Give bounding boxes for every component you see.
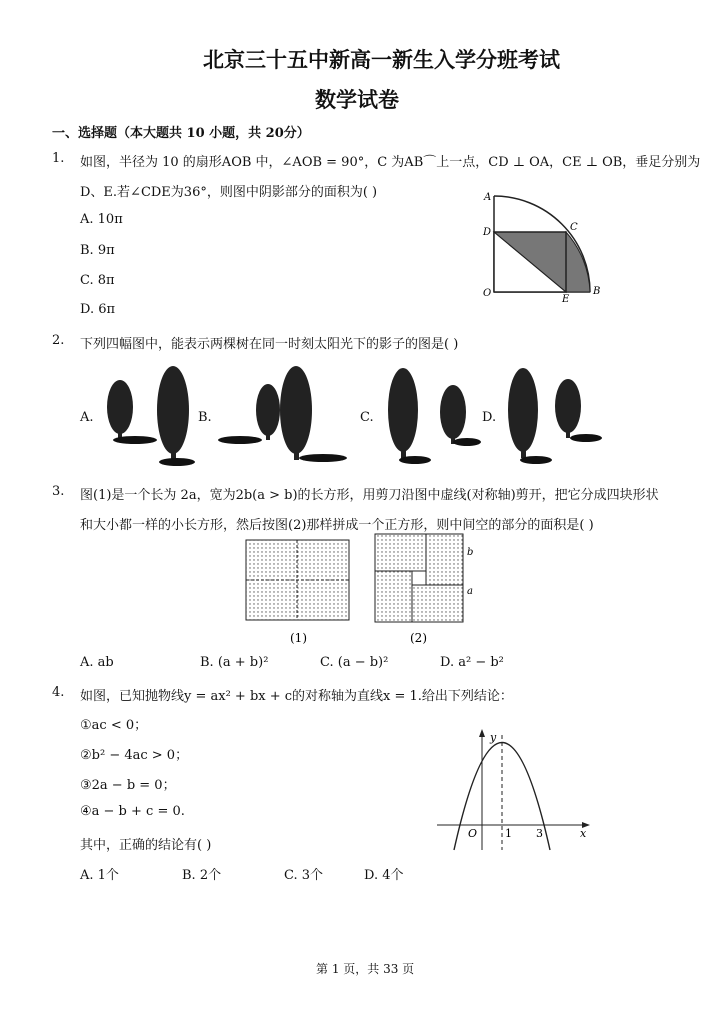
q3-text-line2: 和大小都一样的小长方形，然后按图(2)那样拼成一个正方形，则中间空的部分的面积是( ) — [80, 518, 594, 533]
q3-fig2-label: (2) — [410, 631, 427, 645]
q4-number: 4. — [52, 685, 65, 700]
q4-parabola-graph — [432, 725, 597, 855]
page-title: 北京三十五中新高一新生入学分班考试 — [203, 48, 560, 72]
page-subtitle: 数学试卷 — [315, 88, 399, 112]
q4-option-d: D. 4个 — [364, 868, 404, 883]
q2-text: 下列四幅图中，能表示两棵树在同一时刻太阳光下的影子的图是( ) — [80, 337, 459, 352]
q2-trees-b-image — [218, 362, 348, 467]
q2-option-a: A. — [80, 410, 94, 425]
section-heading: 一、选择题（本大题共 10 小题，共 20分） — [52, 126, 310, 141]
q1-sector-figure — [478, 188, 608, 303]
page-footer: 第 1 页，共 33 页 — [316, 962, 415, 976]
q4-option-a: A. 1个 — [80, 868, 119, 883]
q1-label-o: O — [483, 288, 492, 299]
q2-trees-d-image — [498, 362, 608, 467]
q4-label-y: y — [490, 731, 497, 744]
q1-label-a: A — [484, 192, 492, 203]
q4-conclusion-3: ③2a − b = 0； — [80, 778, 176, 793]
q3-label-b: b — [467, 547, 474, 558]
q1-option-b: B. 9π — [80, 243, 115, 258]
q2-option-b: B. — [198, 410, 212, 425]
q1-label-c: C — [570, 222, 578, 233]
q2-option-d: D. — [482, 410, 497, 425]
q4-label-3: 3 — [536, 827, 543, 840]
q4-option-b: B. 2个 — [182, 868, 222, 883]
q2-option-c: C. — [360, 410, 374, 425]
q3-label-a: a — [467, 586, 473, 597]
q2-trees-c-image — [375, 362, 485, 467]
q4-label-x: x — [580, 827, 587, 840]
q1-option-d: D. 6π — [80, 302, 116, 317]
q3-option-c: C. (a − b)² — [320, 655, 389, 670]
q3-fig1-label: (1) — [290, 631, 307, 645]
q4-conclusion-2: ②b² − 4ac > 0； — [80, 748, 189, 763]
q1-option-a: A. 10π — [80, 212, 123, 227]
q4-label-o: O — [468, 827, 478, 840]
q4-conclusion-4: ④a − b + c = 0. — [80, 804, 185, 819]
q3-option-a: A. ab — [80, 655, 114, 670]
q2-number: 2. — [52, 333, 65, 348]
q1-text-line2: D、E.若∠CDE为36°，则图中阴影部分的面积为( ) — [80, 185, 378, 200]
q4-label-1: 1 — [505, 827, 512, 840]
q3-option-b: B. (a + b)² — [200, 655, 269, 670]
q4-conclusion-1: ①ac < 0； — [80, 718, 148, 733]
q1-number: 1. — [52, 151, 65, 166]
q4-prompt: 其中，正确的结论有( ) — [80, 838, 212, 853]
q1-label-e: E — [562, 294, 570, 303]
q4-text: 如图，已知抛物线y = ax² + bx + c的对称轴为直线x = 1.给出下列结论： — [80, 689, 513, 704]
q1-label-b: B — [593, 286, 601, 297]
q3-number: 3. — [52, 484, 65, 499]
q4-option-c: C. 3个 — [284, 868, 324, 883]
q2-trees-a-image — [95, 362, 195, 467]
q1-label-d: D — [483, 227, 492, 238]
q3-option-d: D. a² − b² — [440, 655, 504, 670]
q3-rectangles-figure — [240, 530, 490, 648]
q1-option-c: C. 8π — [80, 273, 115, 288]
q3-text-line1: 图(1)是一个长为 2a，宽为2b(a > b)的长方形，用剪刀沿图中虚线(对称轴)剪开，把它分成四块形状 — [80, 488, 659, 503]
q1-text-line1: 如图，半径为 10 的扇形AOB 中，∠AOB = 90°，C 为AB⌒上一点，CD ⊥ OA，CE ⊥ OB，垂足分别为 — [80, 155, 701, 170]
